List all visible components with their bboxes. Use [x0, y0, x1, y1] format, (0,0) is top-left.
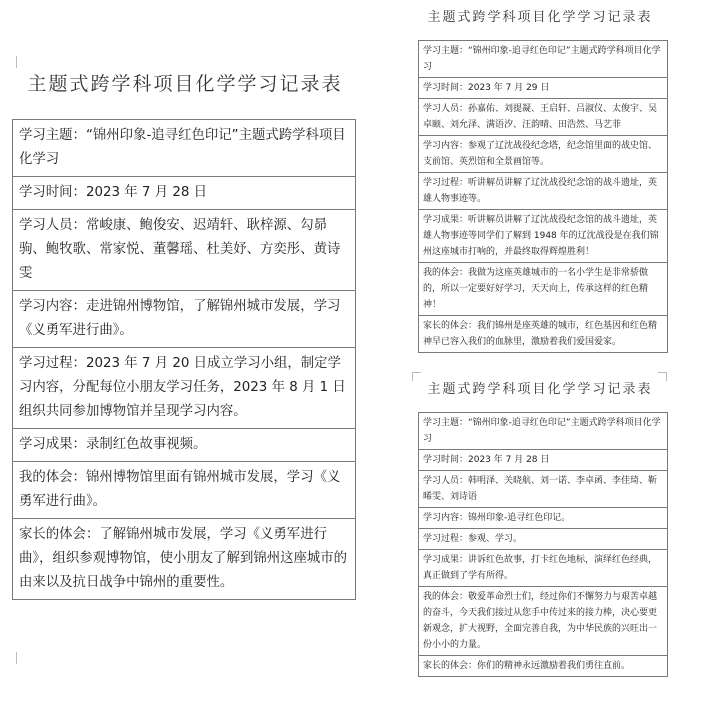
sheet-title: 主题式跨学科项目化学学习记录表 — [427, 382, 653, 397]
record-table — [418, 40, 668, 353]
row-date: 学习时间：2023 年 7 月 28 日 — [419, 450, 667, 471]
row-result: 学习成果：录制红色故事视频。 — [13, 429, 355, 462]
row-my-reflection: 我的体会：我做为这座英雄城市的一名小学生是非常骄傲的，所以一定要好好学习，天天向上，传承这样的红色精神！ — [419, 263, 667, 316]
row-content: 学习内容：锦州印象-追寻红色印记。 — [419, 508, 667, 529]
row-result: 学习成果：讲诉红色故事，打卡红色地标，演绎红色经典，真正做到了学有所得。 — [419, 550, 667, 587]
sheet-title: 主题式跨学科项目化学学习记录表 — [27, 73, 343, 95]
page-corner-mark — [412, 372, 421, 381]
page-corner-mark — [8, 56, 17, 68]
row-members: 学习人员：韩明泽、关晓航、刘一诺、李卓函、李佳琦、靳晞雯、刘诗语 — [419, 471, 667, 508]
record-sheet-left — [0, 55, 370, 665]
row-topic: 学习主题：“锦州印象-追寻红色印记”主题式跨学科项目化学习 — [419, 413, 667, 450]
row-members: 学习人员：孙嘉佑、刘提凝、王启轩、吕淑仪、太俊宇、吴卓颐、刘允泽、满语汐、汪韵晴、田浩然、马艺菲 — [419, 99, 667, 136]
record-sheet-right-top — [410, 0, 670, 355]
row-result: 学习成果：听讲解员讲解了辽沈战役纪念馆的战斗遗址，英雄人物事迹等同学们了解到 1948 年的辽沈战役是在我们锦州这座城市打响的，并最终取得辉煌胜利！ — [419, 210, 667, 263]
row-date: 学习时间：2023 年 7 月 29 日 — [419, 78, 667, 99]
row-process: 学习过程：参观、学习。 — [419, 529, 667, 550]
row-members: 学习人员：常峻康、鲍俊安、迟靖轩、耿梓源、勾昴驹、鲍牧歌、常家悦、董馨瑶、杜美妤、方奕彤、黄诗雯 — [13, 210, 355, 291]
row-process: 学习过程：听讲解员讲解了辽沈战役纪念馆的战斗遗址，英雄人物事迹等。 — [419, 173, 667, 210]
page-corner-mark — [658, 372, 667, 381]
row-content: 学习内容：参观了辽沈战役纪念塔，纪念馆里面的战史馆、支前馆、英烈馆和全景画馆等。 — [419, 136, 667, 173]
row-topic: 学习主题：“锦州印象-追寻红色印记”主题式跨学科项目化学习 — [419, 41, 667, 78]
sheet-title: 主题式跨学科项目化学学习记录表 — [427, 10, 653, 25]
record-sheet-right-bottom — [410, 368, 670, 713]
row-my-reflection: 我的体会：敬爱革命烈士们，经过你们不懈努力与艰苦卓越的奋斗，今天我们接过从您手中传过来的接力棒，决心要更新观念，扩大视野，全面完善自我，为中华民族的兴旺出一份小小的力量。 — [419, 587, 667, 656]
row-parent-reflection: 家长的体会：了解锦州城市发展，学习《义勇军进行曲》，组织参观博物馆，使小朋友了解到锦州这座城市的由来以及抗日战争中锦州的重要性。 — [19, 527, 348, 590]
row-parent-reflection: 家长的体会：我们锦州是座英雄的城市，红色基因和红色精神早已容入我们的血脉里，激励着我们爱国爱家。 — [423, 321, 658, 347]
row-parent-reflection: 家长的体会：你们的精神永远激励着我们勇往直前。 — [423, 661, 631, 671]
row-date: 学习时间：2023 年 7 月 28 日 — [13, 177, 355, 210]
row-content: 学习内容：走进锦州博物馆，了解锦州城市发展，学习《义勇军进行曲》。 — [13, 291, 355, 348]
row-my-reflection: 我的体会：锦州博物馆里面有锦州城市发展，学习《义勇军进行曲》。 — [13, 462, 355, 519]
record-table — [418, 412, 668, 677]
row-process: 学习过程：2023 年 7 月 20 日成立学习小组，制定学习内容，分配每位小朋友学习任务，2023 年 8 月 1 日组织共同参加博物馆并呈现学习内容。 — [13, 348, 355, 429]
page-corner-mark — [8, 652, 17, 664]
record-table — [12, 119, 356, 600]
row-topic: 学习主题：“锦州印象-追寻红色印记”主题式跨学科项目化学习 — [13, 120, 355, 177]
